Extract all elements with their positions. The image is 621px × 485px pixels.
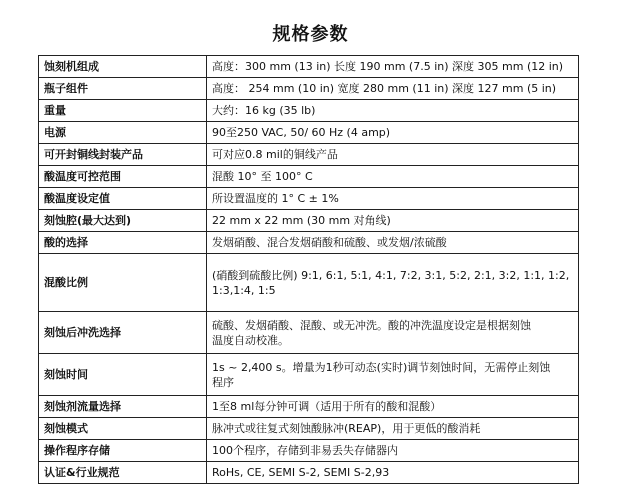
row-label: 蚀刻机组成	[39, 56, 207, 78]
row-value: 100个程序，存储到非易丢失存储器内	[207, 440, 579, 462]
row-label: 刻蚀时间	[39, 354, 207, 396]
table-row	[39, 354, 579, 396]
row-value: 高度：300 mm (13 in) 长度 190 mm (7.5 in) 深度 305 mm (12 in)	[207, 56, 579, 78]
table-row	[39, 188, 579, 210]
row-label: 刻蚀模式	[39, 418, 207, 440]
row-value: 所设置温度的 1° C ± 1%	[207, 188, 579, 210]
table-row	[39, 418, 579, 440]
row-value-line: 硫酸、发烟硝酸、混酸、或无冲洗。酸的冲洗温度设定是根据刻蚀	[212, 318, 531, 332]
row-label: 刻蚀后冲洗选择	[39, 312, 207, 354]
page-title: 规格参数	[272, 24, 349, 45]
row-value: 1至8 ml每分钟可调（适用于所有的酸和混酸）	[207, 396, 579, 418]
row-label: 可开封铜线封装产品	[39, 144, 207, 166]
spec-table	[38, 55, 579, 484]
row-value: 脉冲式或往复式刻蚀酸脉冲(REAP)，用于更低的酸消耗	[207, 418, 579, 440]
row-label: 重量	[39, 100, 207, 122]
table-row	[39, 144, 579, 166]
table-row	[39, 440, 579, 462]
row-label: 瓶子组件	[39, 78, 207, 100]
row-value	[207, 312, 579, 354]
row-label: 电源	[39, 122, 207, 144]
row-value	[207, 354, 579, 396]
table-row	[39, 78, 579, 100]
table-row	[39, 232, 579, 254]
row-value-line: 程序	[212, 375, 234, 389]
row-label: 刻蚀腔(最大达到)	[39, 210, 207, 232]
row-label: 酸的选择	[39, 232, 207, 254]
row-value: 大约：16 kg (35 lb)	[207, 100, 579, 122]
row-value-line: 1:3,1:4, 1:5	[212, 283, 276, 297]
table-row	[39, 56, 579, 78]
table-row	[39, 122, 579, 144]
row-label: 酸温度可控范围	[39, 166, 207, 188]
row-label: 酸温度设定值	[39, 188, 207, 210]
table-row	[39, 462, 579, 484]
table-row	[39, 312, 579, 354]
row-value: 高度： 254 mm (10 in) 宽度 280 mm (11 in) 深度 127 mm (5 in)	[207, 78, 579, 100]
table-row	[39, 396, 579, 418]
table-row	[39, 166, 579, 188]
row-label: 混酸比例	[39, 254, 207, 312]
table-row	[39, 254, 579, 312]
row-value: 可对应0.8 mil的铜线产品	[207, 144, 579, 166]
row-label: 认证&行业规范	[39, 462, 207, 484]
row-value: 90至250 VAC, 50/ 60 Hz (4 amp)	[207, 122, 579, 144]
row-label: 刻蚀剂流量选择	[39, 396, 207, 418]
row-value: 混酸 10° 至 100° C	[207, 166, 579, 188]
row-value-line: 温度自动校准。	[212, 333, 289, 347]
row-value-line: (硝酸到硫酸比例) 9:1, 6:1, 5:1, 4:1, 7:2, 3:1, 5:2, 2:1, 3:2, 1:1, 1:2,	[212, 268, 570, 282]
table-row	[39, 210, 579, 232]
row-value: 发烟硝酸、混合发烟硝酸和硫酸、或发烟/浓硫酸	[207, 232, 579, 254]
row-value	[207, 254, 579, 312]
row-value: 22 mm x 22 mm (30 mm 对角线)	[207, 210, 579, 232]
row-value-line: 1s ~ 2,400 s。增量为1秒可动态(实时)调节刻蚀时间，无需停止刻蚀	[212, 360, 551, 374]
table-row	[39, 100, 579, 122]
row-value: RoHs, CE, SEMI S-2, SEMI S-2,93	[207, 462, 579, 484]
row-label: 操作程序存储	[39, 440, 207, 462]
